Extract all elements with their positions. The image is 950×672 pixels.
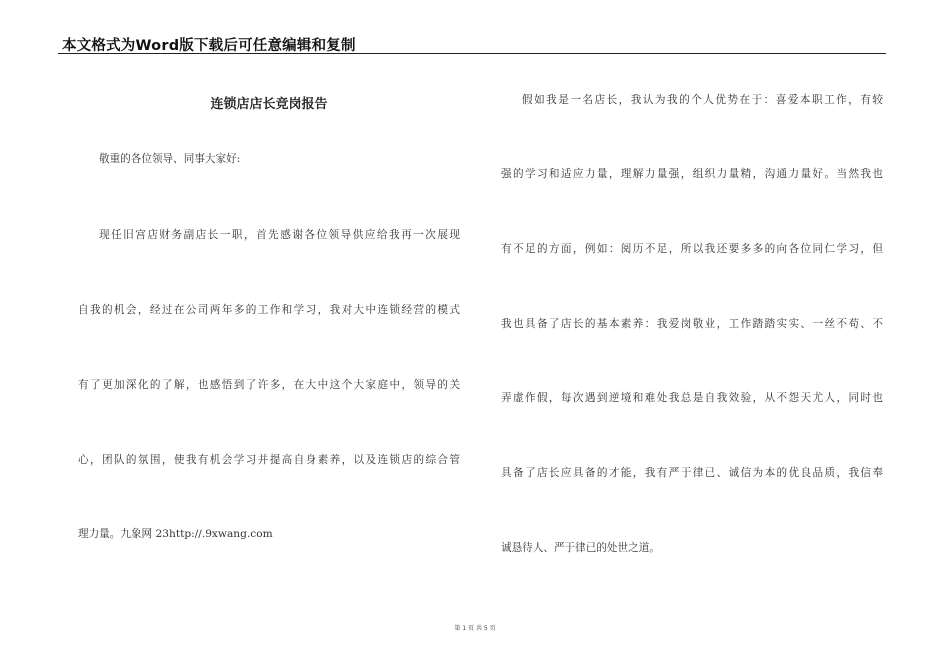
paragraph-line: 弄虚作假，每次遇到逆境和难处我总是自我效验，从不怨天尤人，同时也 [501, 392, 883, 404]
paragraph-line: 现任旧宫店财务副店长一职，首先感谢各位领导供应给我再一次展现 [99, 229, 460, 241]
salutation-line: 敬重的各位领导、同事大家好: [99, 153, 241, 165]
paragraph-line-last: 诚恳待人、严于律已的处世之道。 [501, 542, 660, 554]
paragraph-line: 强的学习和适应力量，理解力量强，组织力量精，沟通力量好。当然我也 [501, 168, 883, 180]
paragraph-line: 有不足的方面，例如：阅历不足，所以我还要多多的向各位同仁学习，但 [501, 243, 883, 255]
header-divider [58, 53, 886, 54]
paragraph-line: 有了更加深化的了解，也感悟到了许多，在大中这个大家庭中，领导的关 [78, 379, 460, 391]
header-banner: 本文格式为Word版下载后可任意编辑和复制 [62, 38, 356, 54]
paragraph-line: 具备了店长应具备的才能，我有严于律已、诚信为本的优良品质，我信奉 [501, 467, 883, 479]
paragraph-line: 心，团队的氛围，使我有机会学习并提高自身素养，以及连锁店的综合管 [78, 454, 460, 466]
page-indicator: 第 1 页 共 5 页 [454, 625, 496, 632]
paragraph-line: 自我的机会，经过在公司两年多的工作和学习，我对大中连锁经营的模式 [78, 304, 460, 316]
paragraph-line: 假如我是一名店长，我认为我的个人优势在于：喜爱本职工作，有较 [522, 94, 883, 106]
document-title: 连锁店店长竞岗报告 [210, 97, 328, 112]
paragraph-line-last: 理力量。九象网 23http://.9xwang.com [78, 528, 273, 540]
paragraph-line: 我也具备了店长的基本素养：我爱岗敬业，工作踏踏实实、一丝不苟、不 [501, 318, 883, 330]
